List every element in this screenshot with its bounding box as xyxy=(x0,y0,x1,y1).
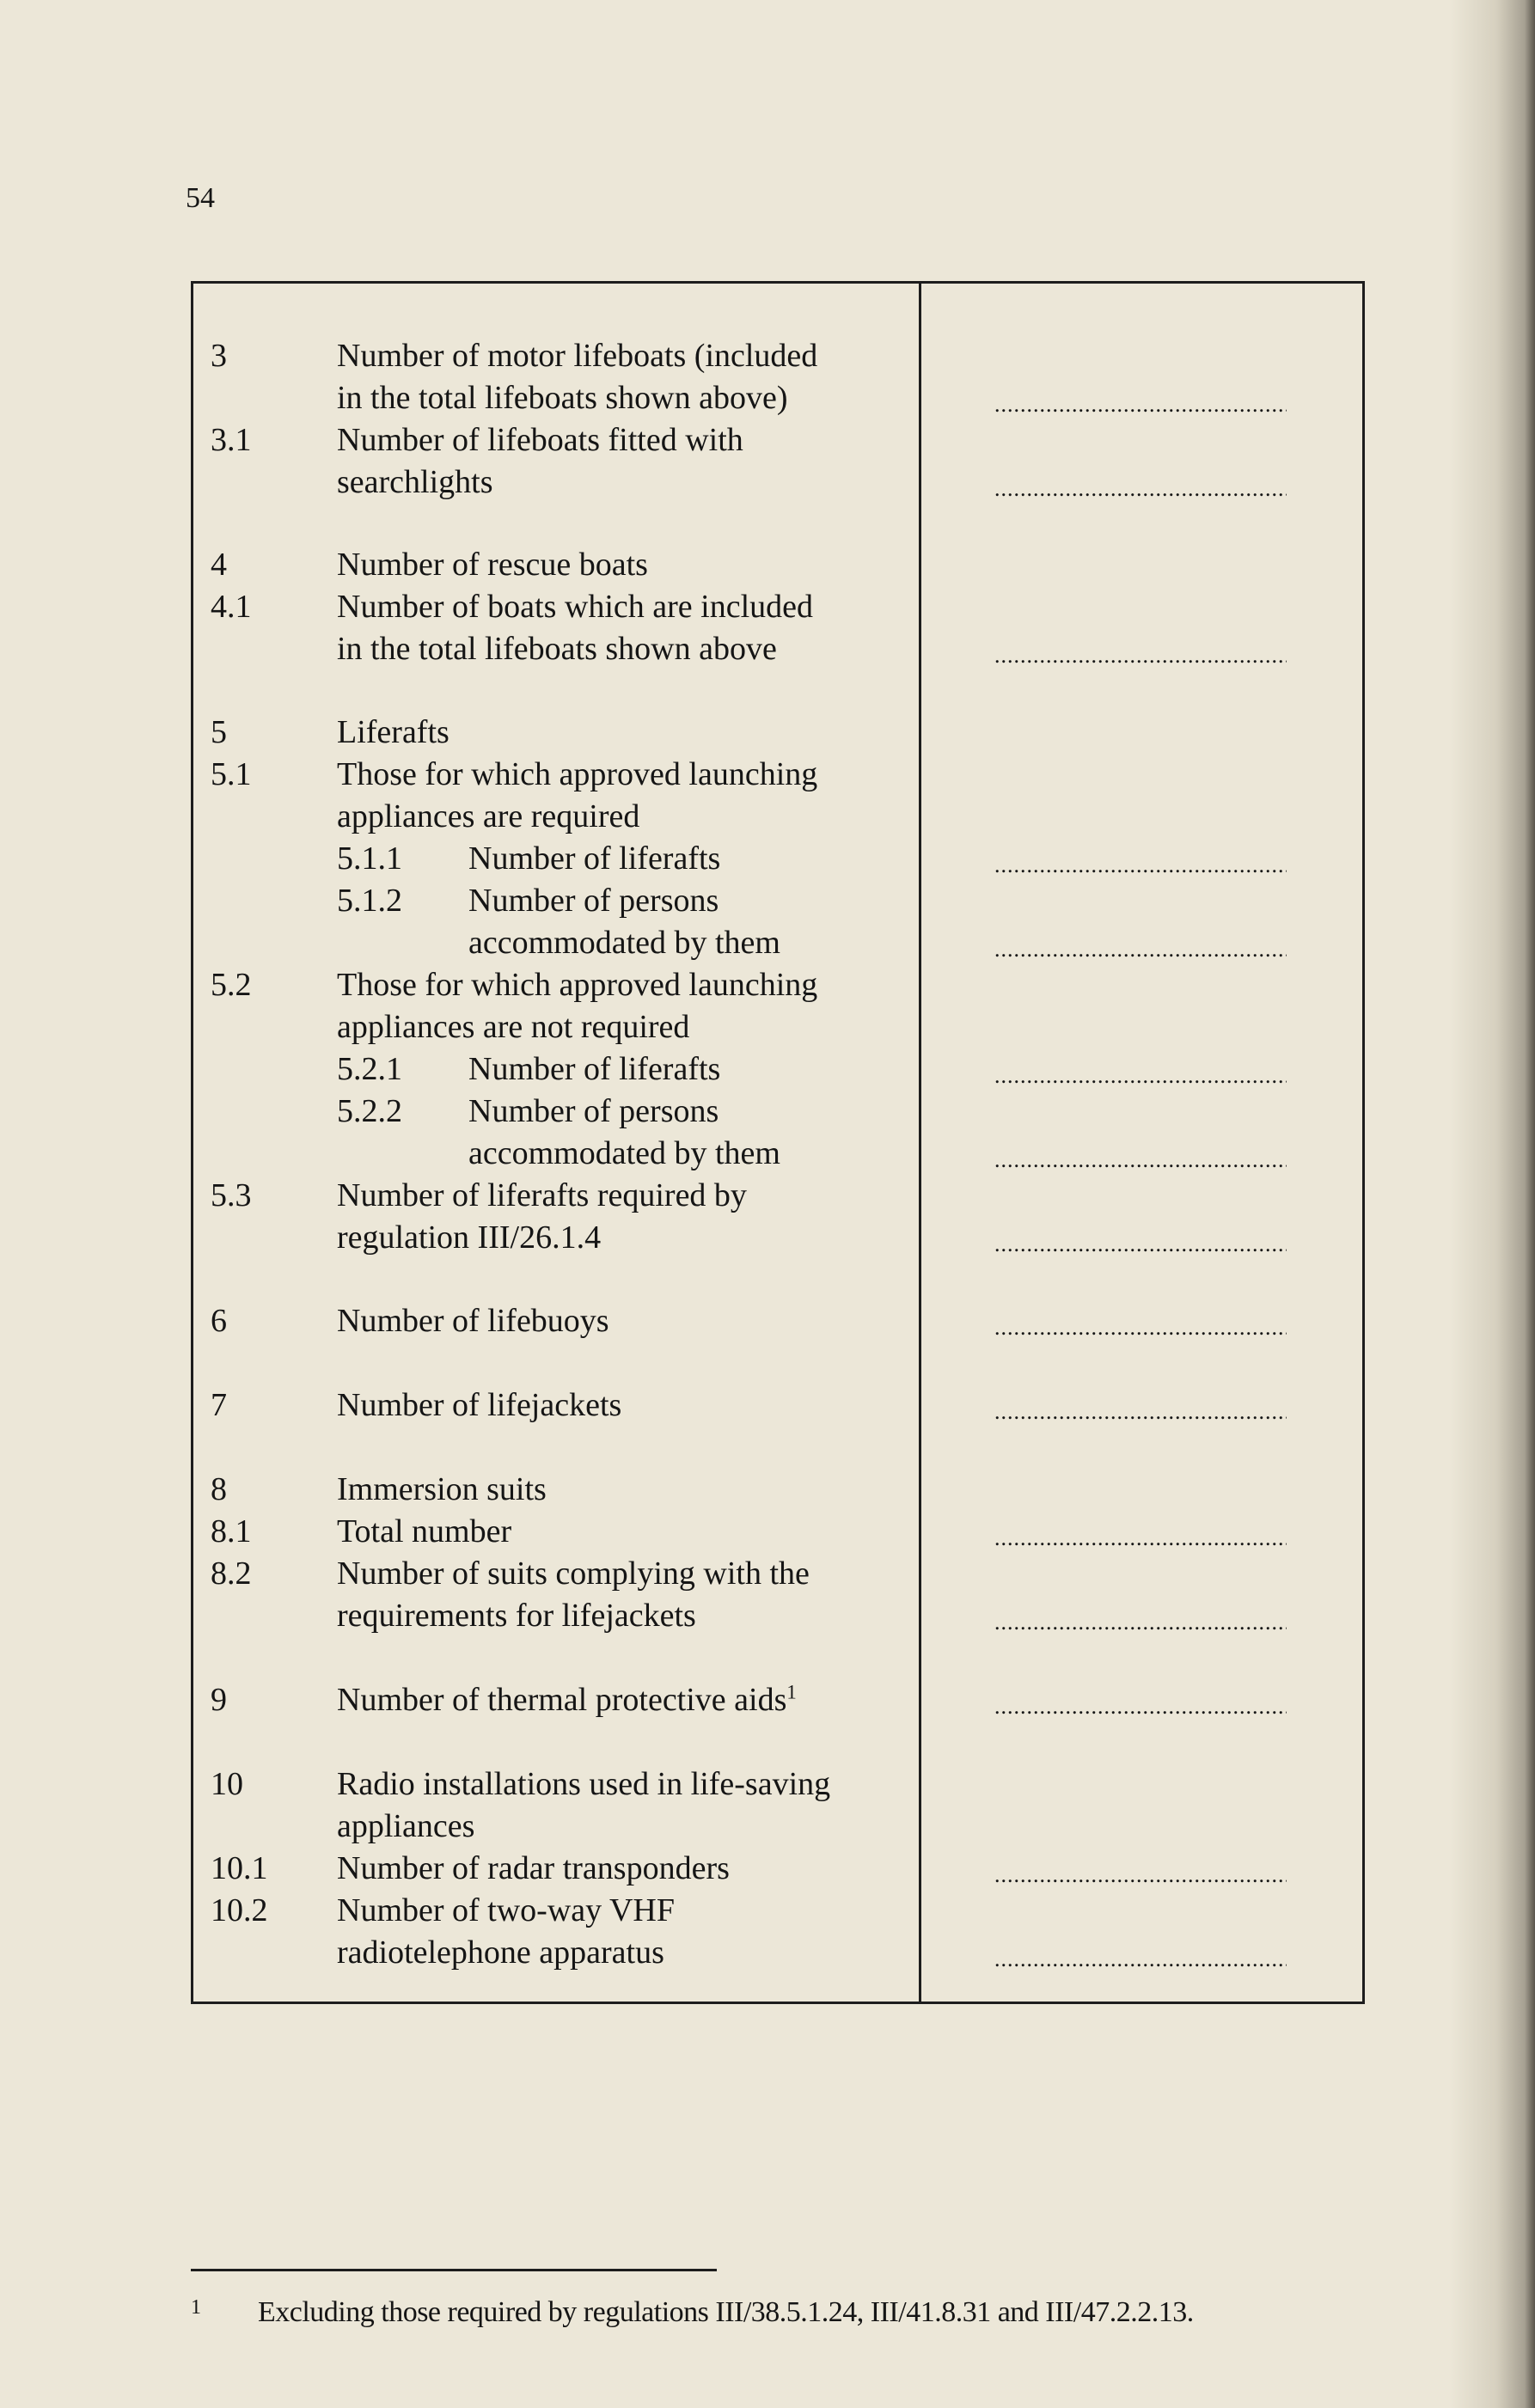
footnote-reference: 1 xyxy=(786,1681,797,1703)
entry-field-8-1[interactable] xyxy=(994,1527,1287,1549)
entry-field-5-2-1[interactable] xyxy=(994,1065,1287,1087)
item-label-4-1-cont: in the total lifeboats shown above xyxy=(337,631,777,667)
item-label-8: Immersion suits xyxy=(337,1471,547,1507)
entry-field-4-1[interactable] xyxy=(994,645,1287,667)
item-label-5-2: Those for which approved launching xyxy=(337,967,818,1003)
item-number-9: 9 xyxy=(211,1682,227,1718)
item-number-6: 6 xyxy=(211,1303,227,1339)
item-label-5-2-2-cont: accommodated by them xyxy=(468,1135,780,1171)
item-number-5: 5 xyxy=(211,714,227,750)
item-label-5-1: Those for which approved launching xyxy=(337,756,818,792)
item-number-4: 4 xyxy=(211,547,227,583)
entry-field-5-1-1[interactable] xyxy=(994,854,1287,877)
item-number-7: 7 xyxy=(211,1387,227,1423)
item-number-3-1: 3.1 xyxy=(211,422,252,458)
item-label-5-2-1: Number of liferafts xyxy=(468,1051,721,1087)
entry-field-3[interactable] xyxy=(994,394,1287,416)
item-label-10-1: Number of radar transponders xyxy=(337,1850,730,1886)
item-label-7: Number of lifejackets xyxy=(337,1387,622,1423)
item-label-9-text: Number of thermal protective aids xyxy=(337,1682,787,1718)
item-number-4-1: 4.1 xyxy=(211,589,252,625)
item-number-5-2-2: 5.2.2 xyxy=(337,1093,402,1129)
item-label-5-2-2: Number of persons xyxy=(468,1093,719,1129)
item-label-5-3: Number of liferafts required by xyxy=(337,1177,747,1213)
entry-field-8-2[interactable] xyxy=(994,1611,1287,1634)
item-number-5-2: 5.2 xyxy=(211,967,252,1003)
item-label-10-2-cont: radiotelephone apparatus xyxy=(337,1934,664,1971)
item-label-3: Number of motor lifeboats (included xyxy=(337,338,818,374)
item-label-8-1: Total number xyxy=(337,1513,512,1549)
entry-field-10-2[interactable] xyxy=(994,1948,1287,1971)
item-number-8-2: 8.2 xyxy=(211,1555,252,1592)
footnote-separator xyxy=(191,2269,717,2271)
item-label-3-cont: in the total lifeboats shown above) xyxy=(337,380,788,416)
item-label-9 xyxy=(337,1681,797,1718)
item-number-5-1-2: 5.1.2 xyxy=(337,883,402,919)
item-label-4: Number of rescue boats xyxy=(337,547,648,583)
item-number-8: 8 xyxy=(211,1471,227,1507)
entry-field-6[interactable] xyxy=(994,1317,1287,1339)
item-number-5-1-1: 5.1.1 xyxy=(337,840,402,877)
item-label-5-1-2-cont: accommodated by them xyxy=(468,925,780,961)
entry-field-3-1[interactable] xyxy=(994,478,1287,500)
entry-field-5-2-2[interactable] xyxy=(994,1149,1287,1171)
item-label-5-1-cont: appliances are required xyxy=(337,798,640,834)
item-number-10: 10 xyxy=(211,1766,243,1802)
item-number-8-1: 8.1 xyxy=(211,1513,252,1549)
entry-field-10-1[interactable] xyxy=(994,1864,1287,1886)
item-number-5-2-1: 5.2.1 xyxy=(337,1051,402,1087)
entry-field-9[interactable] xyxy=(994,1696,1287,1718)
item-label-6: Number of lifebuoys xyxy=(337,1303,609,1339)
item-label-4-1: Number of boats which are included xyxy=(337,589,813,625)
item-label-8-2: Number of suits complying with the xyxy=(337,1555,810,1592)
item-number-10-1: 10.1 xyxy=(211,1850,268,1886)
item-label-5: Liferafts xyxy=(337,714,449,750)
item-label-5-1-2: Number of persons xyxy=(468,883,719,919)
item-label-10-cont: appliances xyxy=(337,1808,475,1844)
entry-field-5-3[interactable] xyxy=(994,1233,1287,1256)
page-number: 54 xyxy=(186,182,215,214)
entry-field-5-1-2[interactable] xyxy=(994,938,1287,961)
entry-field-7[interactable] xyxy=(994,1401,1287,1423)
item-label-10-2: Number of two-way VHF xyxy=(337,1892,675,1928)
item-number-3: 3 xyxy=(211,338,227,374)
item-label-3-1-cont: searchlights xyxy=(337,464,493,500)
item-label-5-3-cont: regulation III/26.1.4 xyxy=(337,1219,602,1256)
item-label-3-1: Number of lifeboats fitted with xyxy=(337,422,743,458)
item-number-10-2: 10.2 xyxy=(211,1892,268,1928)
item-label-10: Radio installations used in life-saving xyxy=(337,1766,831,1802)
item-number-5-1: 5.1 xyxy=(211,756,252,792)
equipment-form-table xyxy=(191,281,1365,2004)
item-label-5-2-cont: appliances are not required xyxy=(337,1009,690,1045)
item-label-8-2-cont: requirements for lifejackets xyxy=(337,1598,696,1634)
footnote-text: Excluding those required by regulations III/38.5.1.24, III/41.8.31 and III/47.2.2.13. xyxy=(258,2296,1194,2328)
page-edge-shadow xyxy=(1449,0,1535,2408)
item-number-5-3: 5.3 xyxy=(211,1177,252,1213)
column-divider xyxy=(919,284,921,2002)
item-label-5-1-1: Number of liferafts xyxy=(468,840,721,877)
footnote-mark: 1 xyxy=(191,2296,201,2319)
